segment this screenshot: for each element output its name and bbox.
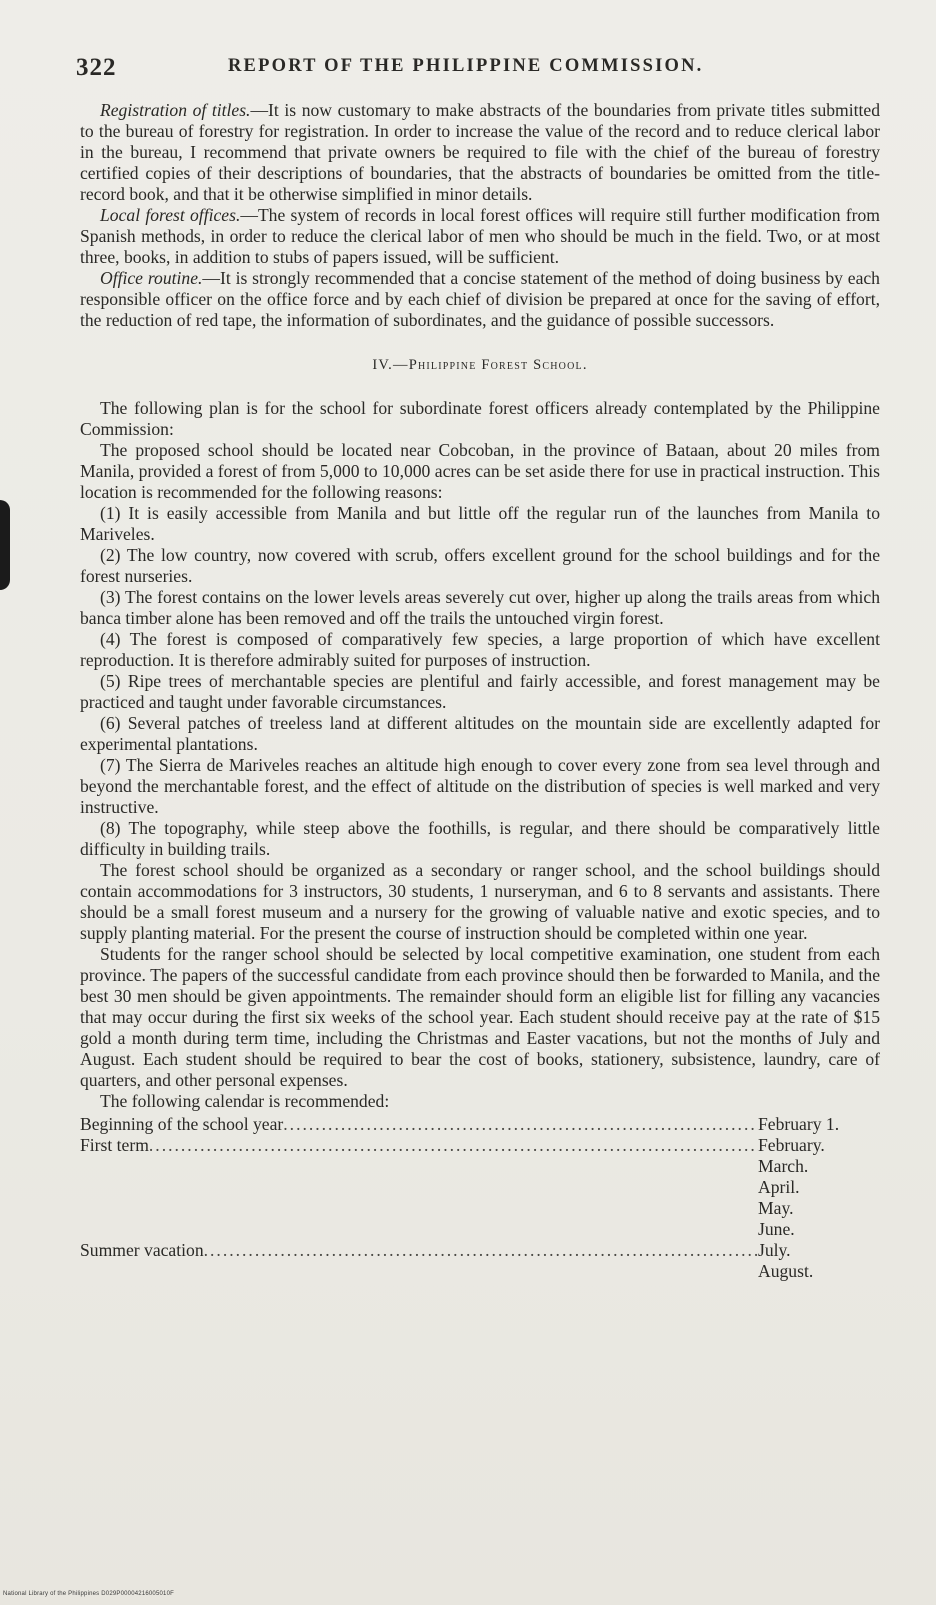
reason-4: (4) The forest is composed of comparatively few species, a large proportion of which have excellent reproduction. It is therefore admirably suited for purposes of instruction. xyxy=(80,629,880,670)
dot-leader xyxy=(204,1240,758,1261)
calendar-label-summer: Summer vacation xyxy=(80,1240,204,1260)
reason-2: (2) The low country, now covered with scrub, offers excellent ground for the school buildings and for the forest nurseries. xyxy=(80,545,880,586)
office-routine-heading: Office routine. xyxy=(100,268,203,288)
scan-edge-mark xyxy=(0,500,10,590)
paragraph-location: The proposed school should be located near Cobcoban, in the province of Bataan, about 20 miles from Manila, provided a forest of from 5,000 to 10,000 acres can be set aside there for use in practical instruction. This location is recommended for the following reasons: xyxy=(80,440,880,502)
reason-7: (7) The Sierra de Mariveles reaches an altitude high enough to cover every zone from sea level through and beyond the merchantable forest, and the effect of altitude on the distribution of species is well marked and very instructive. xyxy=(80,755,880,817)
registration-heading: Registration of titles. xyxy=(100,100,251,120)
reason-6: (6) Several patches of treeless land at different altitudes on the mountain side are excellently adapted for experimental plantations. xyxy=(80,713,880,754)
school-calendar xyxy=(80,1114,880,1282)
calendar-month: March. xyxy=(758,1156,809,1176)
paragraph-organization: The forest school should be organized as a secondary or ranger school, and the school buildings should contain accommodations for 3 instructors, 30 students, 1 nurseryman, and 6 to 8 servants and assistants. There should be a small forest museum and a nursery for the growing of valuable native and exotic species, and to supply planting material. For the present the course of instruction should be completed within one year. xyxy=(80,860,880,943)
paragraph-calendar-intro: The following calendar is recommended: xyxy=(100,1091,390,1111)
calendar-month: July. xyxy=(758,1240,791,1260)
page-header xyxy=(76,54,876,88)
paragraph-students: Students for the ranger school should be selected by local competitive examination, one student from each province. The papers of the successful candidate from each province should then be forwarded to Manila, and the best 30 men should be given appointments. The remainder should form an eligible list for filling any vacancies that may occur during the first six weeks of the school year. Each student should receive pay at the rate of $15 gold a month during term time, including the Christmas and Easter vacations, but not the months of July and August. Each student should be required to bear the cost of books, stationery, subsistence, laundry, care of quarters, and other personal expenses. xyxy=(80,944,880,1090)
office-routine-text: —It is strongly recommended that a concise statement of the method of doing business by each responsible officer on the office force and by each chief of division be prepared at once for the saving of effort, the reduction of red tape, the information of subordinates, and the guidance of possible successors. xyxy=(80,268,880,330)
reason-8: (8) The topography, while steep above the foothills, is regular, and there should be comparatively little difficulty in building trails. xyxy=(80,818,880,859)
page-body xyxy=(80,100,880,1282)
calendar-label-beginning: Beginning of the school year xyxy=(80,1114,284,1134)
calendar-row-beginning xyxy=(80,1114,880,1135)
running-head: REPORT OF THE PHILIPPINE COMMISSION. xyxy=(228,56,704,76)
local-offices-text: —The system of records in local forest offices will require still further modification from Spanish methods, in order to reduce the clerical labor of men who should be much in the field. Two, or at most three, books, in addition to stubs of papers issued, will be sufficient. xyxy=(80,205,880,267)
paragraph-plan-intro: The following plan is for the school for subordinate forest officers already contemplated by the Philippine Commission: xyxy=(80,398,880,439)
calendar-month: April. xyxy=(758,1177,800,1197)
local-offices-heading: Local forest offices. xyxy=(100,205,241,225)
reason-3: (3) The forest contains on the lower levels areas severely cut over, higher up along the trails areas from which banca timber alone has been removed and off the trails the untouched virgin forest. xyxy=(80,587,880,628)
calendar-row-summer xyxy=(80,1240,880,1261)
calendar-month: February. xyxy=(758,1135,825,1155)
page-number: 322 xyxy=(76,54,117,81)
calendar-month: June. xyxy=(758,1219,795,1239)
calendar-label-first-term: First term xyxy=(80,1135,149,1155)
calendar-value-beginning: February 1. xyxy=(758,1114,840,1134)
calendar-month: May. xyxy=(758,1198,794,1218)
section-title: IV.—Philippine Forest School. xyxy=(372,357,588,373)
paragraph-registration xyxy=(80,100,880,205)
calendar-month: August. xyxy=(758,1261,814,1281)
reason-1: (1) It is easily accessible from Manila and but little off the regular run of the launches from Manila to Mariveles. xyxy=(80,503,880,544)
reason-5: (5) Ripe trees of merchantable species are plentiful and fairly accessible, and forest management may be practiced and taught under favorable circumstances. xyxy=(80,671,880,712)
paragraph-local-offices xyxy=(80,205,880,268)
registration-text: —It is now customary to make abstracts of the boundaries from private titles submitted to the bureau of forestry for registration. In order to increase the value of the record and to reduce clerical labor in the bureau, I recommend that private owners be required to file with the chief of the bureau of forestry certified copies of their descriptions of boundaries, that the abstracts of boundaries be omitted from the title-record book, and that it be otherwise simplified in minor details. xyxy=(80,100,880,204)
scan-credit-footer: National Library of the Philippines D029P00004216005010F xyxy=(3,1591,174,1597)
dot-leader xyxy=(283,1114,758,1135)
calendar-row-first-term xyxy=(80,1135,880,1156)
dot-leader xyxy=(149,1135,758,1156)
paragraph-office-routine xyxy=(80,268,880,331)
